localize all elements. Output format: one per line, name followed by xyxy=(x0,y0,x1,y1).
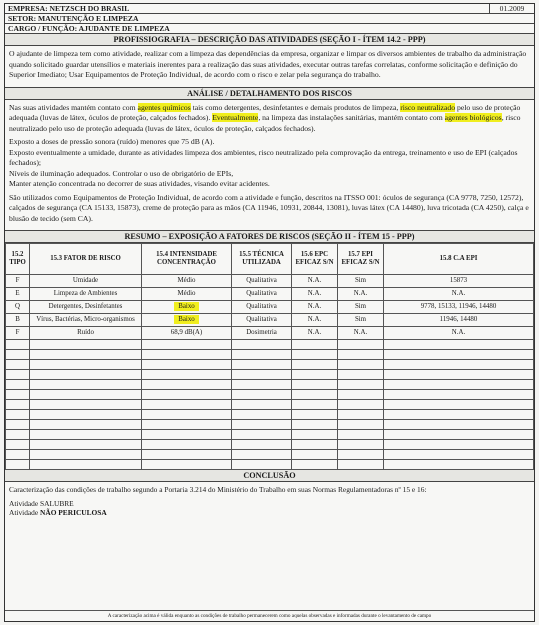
empty-cell xyxy=(232,390,292,400)
empty-cell xyxy=(142,380,232,390)
empty-cell xyxy=(338,360,384,370)
footer-note: A caracterização acima é válida enquanto as condições de trabalho permanecerem como aquelas observadas e informadas durante o levantamento de campo xyxy=(5,610,534,619)
empty-cell xyxy=(142,440,232,450)
empty-cell xyxy=(142,370,232,380)
empty-cell xyxy=(30,340,142,350)
empty-cell xyxy=(338,440,384,450)
cell-epi: N.A. xyxy=(338,288,384,301)
cell-ca-epi: 15873 xyxy=(384,275,534,288)
text-run: , risco neutralizado pelo uso de proteção adequada (luvas de látex, óculos de proteção, calçados fechados). xyxy=(9,113,521,133)
cell-intensity xyxy=(142,314,232,327)
header-risk-factor: 15.3 FATOR DE RISCO xyxy=(30,244,142,275)
empty-cell xyxy=(292,460,338,470)
header-ca-epi: 15.8 C.A EPI xyxy=(384,244,534,275)
empty-cell xyxy=(232,370,292,380)
empty-cell xyxy=(292,400,338,410)
empty-cell xyxy=(232,380,292,390)
empty-cell xyxy=(142,410,232,420)
empty-table-row xyxy=(6,420,534,430)
cell-intensity: Médio xyxy=(142,288,232,301)
empty-cell xyxy=(30,370,142,380)
empty-cell xyxy=(384,450,534,460)
empty-cell xyxy=(384,340,534,350)
empty-cell xyxy=(384,410,534,420)
empty-table-row xyxy=(6,390,534,400)
empty-cell xyxy=(6,350,30,360)
empty-cell xyxy=(232,450,292,460)
cell-epc: N.A. xyxy=(292,288,338,301)
document-sheet xyxy=(4,3,535,622)
empty-cell xyxy=(6,370,30,380)
cell-epi: Sim xyxy=(338,275,384,288)
highlight-low-intensity: Baixo xyxy=(174,302,198,311)
analysis-paragraph-agents xyxy=(9,103,530,135)
summary-section-title: RESUMO – EXPOSIÇÃO A FATORES DE RISCOS (SEÇÃO II - ÍTEM 15 - PPP) xyxy=(5,230,534,243)
text-run: Nas suas atividades mantém contato com xyxy=(9,102,138,112)
header-technique: 15.5 TÉCNICA UTILIZADA xyxy=(232,244,292,275)
empty-cell xyxy=(292,420,338,430)
risk-table-row xyxy=(6,275,534,288)
empty-cell xyxy=(6,400,30,410)
empty-cell xyxy=(384,360,534,370)
cell-epc: N.A. xyxy=(292,275,338,288)
empty-cell xyxy=(142,460,232,470)
cell-risk-factor: Detergentes, Desinfetantes xyxy=(30,301,142,314)
cell-risk-factor: Vírus, Bactérias, Micro-organismos xyxy=(30,314,142,327)
empty-cell xyxy=(232,340,292,350)
empty-cell xyxy=(30,430,142,440)
cell-epc: N.A. xyxy=(292,314,338,327)
empty-cell xyxy=(30,380,142,390)
profile-description xyxy=(5,46,534,87)
empty-cell xyxy=(232,400,292,410)
empty-cell xyxy=(142,390,232,400)
empty-cell xyxy=(338,380,384,390)
conclusion-section-title: CONCLUSÃO xyxy=(5,470,534,482)
cell-risk-factor: Ruído xyxy=(30,327,142,340)
analysis-line-lighting: Níveis de iluminação adequados. Controlar o uso de obrigatório de EPIs, xyxy=(9,168,234,178)
analysis-section-title: ANÁLISE / DETALHAMENTO DOS RISCOS xyxy=(5,87,534,100)
empty-cell xyxy=(6,420,30,430)
highlight-low-intensity: Baixo xyxy=(174,315,198,324)
highlight-eventually: Eventualmente xyxy=(212,113,259,122)
cell-technique: Qualitativa xyxy=(232,275,292,288)
empty-cell xyxy=(30,420,142,430)
text-run: tais como detergentes, desinfetantes e demais produtos de limpeza, xyxy=(190,102,401,112)
empty-cell xyxy=(384,380,534,390)
empty-cell xyxy=(142,430,232,440)
conclusion-salubre xyxy=(9,499,530,509)
risk-table-row xyxy=(6,301,534,314)
sector-line: SETOR: MANUTENÇÃO E LIMPEZA xyxy=(5,14,534,24)
empty-table-row xyxy=(6,460,534,470)
empty-cell xyxy=(384,390,534,400)
empty-cell xyxy=(30,390,142,400)
company-line xyxy=(5,4,534,14)
empty-cell xyxy=(292,440,338,450)
highlight-risk-neutralized: risco neutralizado xyxy=(400,102,456,112)
cell-type: F xyxy=(6,327,30,340)
cell-intensity xyxy=(142,301,232,314)
header-intensity: 15.4 INTENSIDADE CONCENTRAÇÃO xyxy=(142,244,232,275)
cell-epc: N.A. xyxy=(292,327,338,340)
empty-cell xyxy=(292,350,338,360)
empty-cell xyxy=(232,440,292,450)
empty-cell xyxy=(232,430,292,440)
empty-cell xyxy=(384,350,534,360)
cell-type: F xyxy=(6,275,30,288)
cell-epi: Sim xyxy=(338,301,384,314)
conclusion-periculosa xyxy=(9,508,530,518)
empty-cell xyxy=(142,450,232,460)
empty-cell xyxy=(30,410,142,420)
empty-cell xyxy=(30,450,142,460)
cell-technique: Qualitativa xyxy=(232,314,292,327)
empty-cell xyxy=(6,460,30,470)
empty-cell xyxy=(232,460,292,470)
salubre-value: SALUBRE xyxy=(40,498,74,508)
cell-intensity: Médio xyxy=(142,275,232,288)
empty-cell xyxy=(6,380,30,390)
empty-cell xyxy=(30,350,142,360)
header-type: 15.2 TIPO xyxy=(6,244,30,275)
cell-risk-factor: Umidade xyxy=(30,275,142,288)
empty-table-row xyxy=(6,360,534,370)
empty-cell xyxy=(338,340,384,350)
empty-cell xyxy=(338,350,384,360)
text-run: Atividade xyxy=(9,498,39,508)
empty-cell xyxy=(384,400,534,410)
text-run: , na limpeza das instalações sanitárias, mantém contato com xyxy=(258,113,445,122)
empty-cell xyxy=(384,460,534,470)
empty-cell xyxy=(6,360,30,370)
empty-cell xyxy=(338,400,384,410)
position-line: CARGO / FUNÇÃO: AJUDANTE DE LIMPEZA xyxy=(8,24,170,33)
empty-cell xyxy=(30,460,142,470)
cell-technique: Qualitativa xyxy=(232,288,292,301)
profile-section-title: PROFISSIOGRAFIA – DESCRIÇÃO DAS ATIVIDADES (SEÇÃO I - ÍTEM 14.2 - PPP) xyxy=(5,33,534,46)
empty-cell xyxy=(384,430,534,440)
empty-cell xyxy=(30,360,142,370)
header-epi: 15.7 EPI EFICAZ S/N xyxy=(338,244,384,275)
risk-table-header-row xyxy=(6,244,534,275)
cell-technique: Dosimetria xyxy=(232,327,292,340)
empty-cell xyxy=(6,390,30,400)
risk-table-row xyxy=(6,314,534,327)
empty-cell xyxy=(6,430,30,440)
risk-table-row xyxy=(6,288,534,301)
empty-cell xyxy=(338,430,384,440)
risk-table-row xyxy=(6,327,534,340)
analysis-line-humidity: Exposto eventualmente a umidade, durante as atividades limpeza dos ambientes, risco neutralizado pela comprovação da entrega, treinamento e uso de EPI (calçados fechados); xyxy=(9,147,518,167)
highlight-chemical-agents: agentes químicos xyxy=(137,102,191,112)
empty-table-row xyxy=(6,370,534,380)
empty-cell xyxy=(384,420,534,430)
empty-cell xyxy=(142,360,232,370)
analysis-line-noise: Exposto a doses de pressão sonora (ruído) menores que 75 dB (A). xyxy=(9,137,215,146)
empty-cell xyxy=(338,390,384,400)
empty-cell xyxy=(232,410,292,420)
cell-ca-epi: N.A. xyxy=(384,327,534,340)
cell-technique: Qualitativa xyxy=(232,301,292,314)
empty-cell xyxy=(292,430,338,440)
company-name: EMPRESA: NETZSCH DO BRASIL xyxy=(8,4,130,13)
cell-ca-epi: N.A. xyxy=(384,288,534,301)
empty-table-row xyxy=(6,350,534,360)
cell-epi: Sim xyxy=(338,314,384,327)
conclusion-text: Caracterização das condições de trabalho segundo a Portaria 3.214 do Ministério do Trabalho em suas Normas Regulamentadoras nº 15 e 16: xyxy=(9,485,427,494)
profile-text: O ajudante de limpeza tem como atividade, realizar com a limpeza das dependências da empresa, organizar e limpar os diversos ambientes de trabalho da administração quando solicitado guardar utensílios e materiais inerentes para a realização das suas atividades, executar outras tarefas correlatas, conforme solicitação e definição do Superior Imediato; Usar Equipamentos de Proteção Individual, de acordo com o risco e zelar pela segurança do trabalho. xyxy=(9,49,527,79)
cell-type: Q xyxy=(6,301,30,314)
text-run: pelo uso de proteção adequada (luvas de látex, óculos de proteção, calçados fechados). xyxy=(9,102,521,122)
empty-cell xyxy=(384,440,534,450)
empty-cell xyxy=(292,390,338,400)
empty-cell xyxy=(6,440,30,450)
empty-cell xyxy=(292,360,338,370)
empty-cell xyxy=(6,410,30,420)
analysis-body xyxy=(5,100,534,231)
empty-cell xyxy=(6,340,30,350)
text-run: Atividade xyxy=(9,508,39,517)
empty-cell xyxy=(30,400,142,410)
empty-cell xyxy=(292,450,338,460)
highlight-biological-agents: agentes biológicos xyxy=(444,113,502,122)
header-epc: 15.6 EPC EFICAZ S/N xyxy=(292,244,338,275)
empty-table-row xyxy=(6,380,534,390)
empty-cell xyxy=(232,420,292,430)
empty-cell xyxy=(30,440,142,450)
empty-cell xyxy=(142,350,232,360)
risk-table xyxy=(5,243,534,470)
empty-cell xyxy=(232,350,292,360)
empty-cell xyxy=(6,450,30,460)
empty-cell xyxy=(292,370,338,380)
empty-cell xyxy=(338,410,384,420)
document-date: 01.2009 xyxy=(489,4,534,13)
empty-cell xyxy=(338,460,384,470)
empty-cell xyxy=(292,410,338,420)
empty-cell xyxy=(292,340,338,350)
empty-table-row xyxy=(6,440,534,450)
cell-ca-epi: 11946, 14480 xyxy=(384,314,534,327)
cell-epc: N.A. xyxy=(292,301,338,314)
cell-type: B xyxy=(6,314,30,327)
cell-type: E xyxy=(6,288,30,301)
cell-intensity: 68,9 dB(A) xyxy=(142,327,232,340)
cell-epi: N.A. xyxy=(338,327,384,340)
empty-table-row xyxy=(6,400,534,410)
empty-table-row xyxy=(6,450,534,460)
periculosa-value: NÃO PERICULOSA xyxy=(40,508,107,517)
empty-cell xyxy=(338,370,384,380)
empty-cell xyxy=(384,370,534,380)
empty-cell xyxy=(338,450,384,460)
empty-table-row xyxy=(6,410,534,420)
cell-ca-epi: 9778, 15133, 11946, 14480 xyxy=(384,301,534,314)
empty-table-row xyxy=(6,340,534,350)
empty-cell xyxy=(142,420,232,430)
cell-risk-factor: Limpeza de Ambientes xyxy=(30,288,142,301)
empty-cell xyxy=(142,400,232,410)
empty-cell xyxy=(232,360,292,370)
empty-table-row xyxy=(6,430,534,440)
conclusion-body xyxy=(5,482,534,521)
analysis-epi-paragraph: São utilizados como Equipamentos de Proteção Individual, de acordo com a atividade e função, descritos na ITSSO 001: óculos de segurança (CA 9778, 7250, 12572), calçados de segurança (CA 15133, 15873), creme de proteção para as mãos (CA 11946, 10931, 20844, 13081), luvas látex (CA 14480), luva tricotada (CA 4250), calça e blusão de tecido (sem CA). xyxy=(9,192,529,223)
empty-cell xyxy=(142,340,232,350)
analysis-line-attention: Manter atenção concentrada no decorrer de suas atividades, visando evitar acidentes. xyxy=(9,179,270,188)
empty-cell xyxy=(338,420,384,430)
empty-cell xyxy=(292,380,338,390)
